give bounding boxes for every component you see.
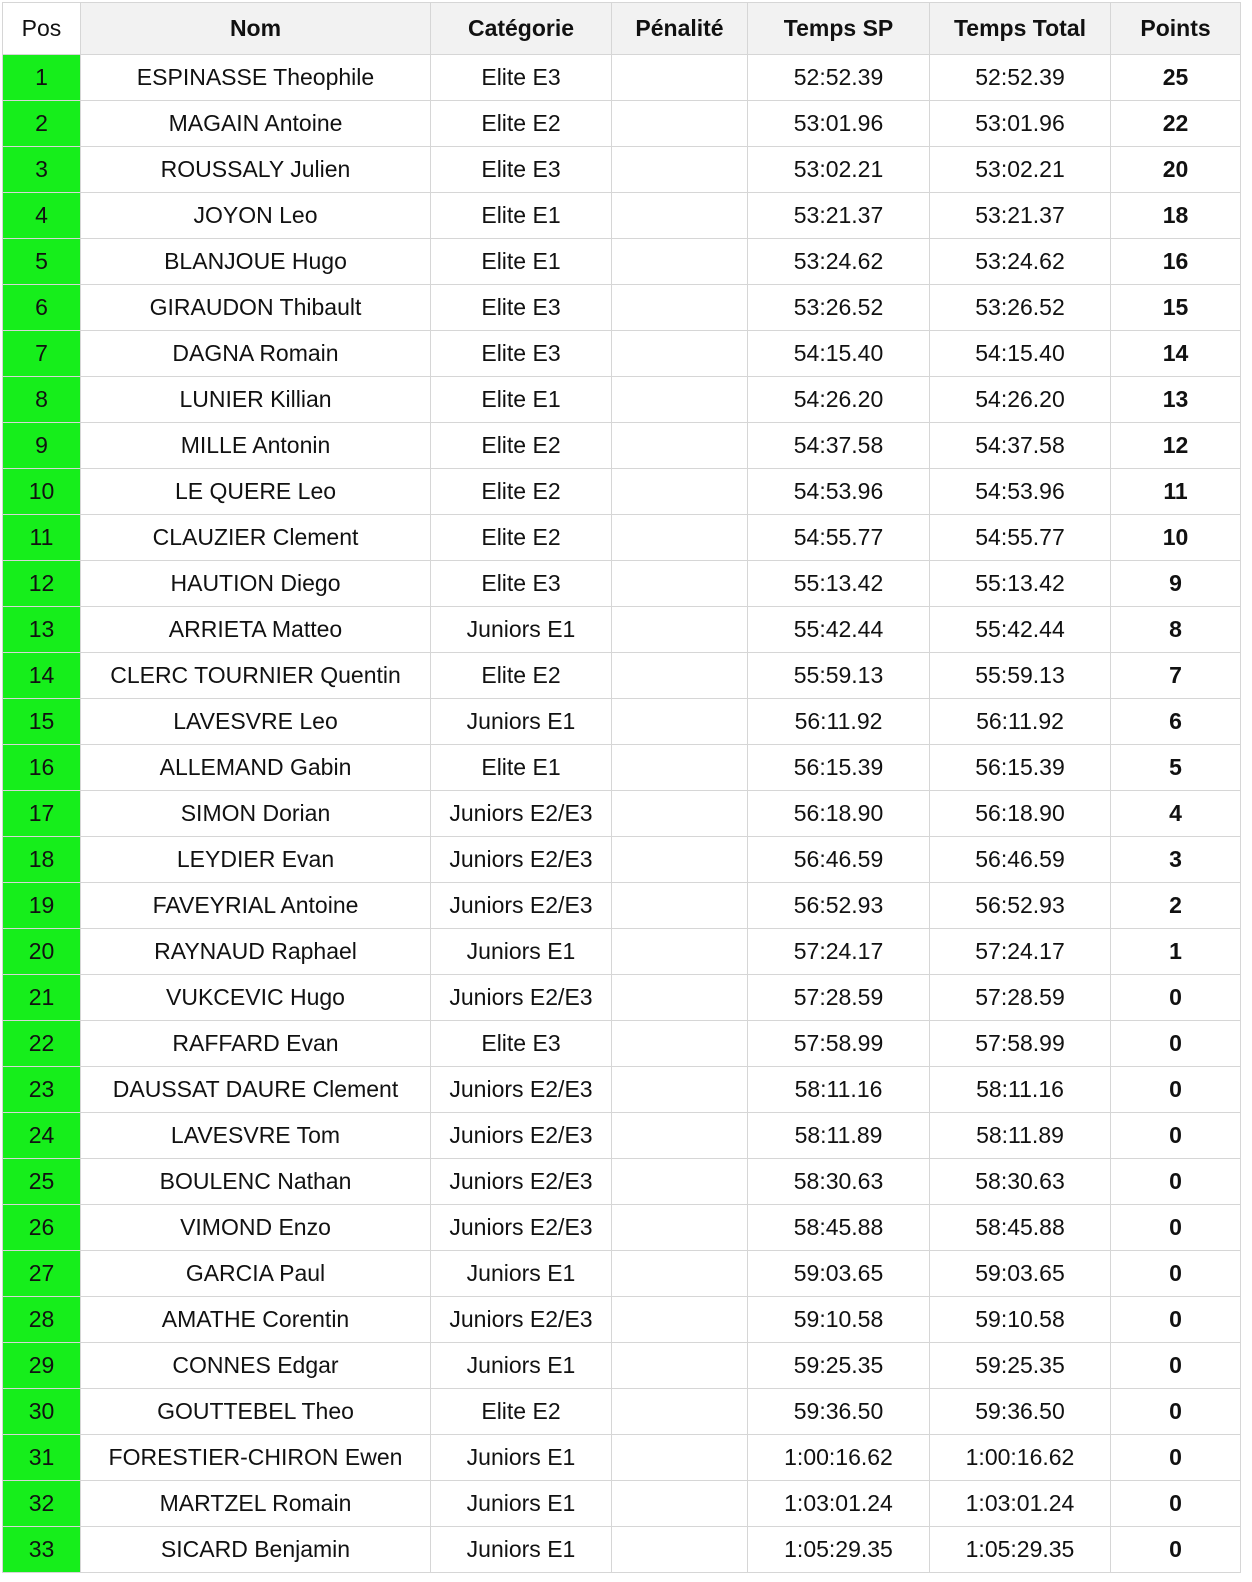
cell-penalite [612, 929, 748, 975]
cell-temps-sp: 55:59.13 [748, 653, 930, 699]
cell-pos: 30 [3, 1389, 81, 1435]
cell-categorie: Elite E3 [431, 1021, 612, 1067]
cell-pos: 16 [3, 745, 81, 791]
cell-nom: RAYNAUD Raphael [81, 929, 431, 975]
cell-temps-sp: 53:02.21 [748, 147, 930, 193]
cell-categorie: Juniors E2/E3 [431, 791, 612, 837]
cell-nom: ESPINASSE Theophile [81, 55, 431, 101]
cell-penalite [612, 561, 748, 607]
cell-temps-total: 58:45.88 [930, 1205, 1111, 1251]
cell-pos: 26 [3, 1205, 81, 1251]
header-nom[interactable]: Nom [81, 3, 431, 55]
cell-penalite [612, 745, 748, 791]
cell-categorie: Elite E1 [431, 377, 612, 423]
table-row [3, 745, 1241, 791]
cell-penalite [612, 1343, 748, 1389]
cell-temps-sp: 54:53.96 [748, 469, 930, 515]
header-categorie[interactable]: Catégorie [431, 3, 612, 55]
cell-pos: 32 [3, 1481, 81, 1527]
cell-categorie: Juniors E2/E3 [431, 883, 612, 929]
cell-temps-total: 53:26.52 [930, 285, 1111, 331]
cell-points: 9 [1111, 561, 1241, 607]
cell-nom: DAGNA Romain [81, 331, 431, 377]
cell-pos: 20 [3, 929, 81, 975]
cell-temps-total: 1:03:01.24 [930, 1481, 1111, 1527]
cell-nom: AMATHE Corentin [81, 1297, 431, 1343]
cell-categorie: Elite E3 [431, 285, 612, 331]
cell-points: 12 [1111, 423, 1241, 469]
cell-nom: BLANJOUE Hugo [81, 239, 431, 285]
cell-pos: 18 [3, 837, 81, 883]
cell-penalite [612, 423, 748, 469]
cell-pos: 14 [3, 653, 81, 699]
table-row [3, 1251, 1241, 1297]
cell-pos: 12 [3, 561, 81, 607]
cell-penalite [612, 653, 748, 699]
cell-temps-total: 1:05:29.35 [930, 1527, 1111, 1573]
cell-points: 0 [1111, 1389, 1241, 1435]
cell-nom: VIMOND Enzo [81, 1205, 431, 1251]
cell-pos: 1 [3, 55, 81, 101]
cell-points: 6 [1111, 699, 1241, 745]
cell-penalite [612, 193, 748, 239]
cell-nom: GOUTTEBEL Theo [81, 1389, 431, 1435]
cell-temps-sp: 52:52.39 [748, 55, 930, 101]
cell-temps-total: 53:24.62 [930, 239, 1111, 285]
cell-categorie: Juniors E1 [431, 929, 612, 975]
cell-pos: 33 [3, 1527, 81, 1573]
cell-temps-sp: 56:18.90 [748, 791, 930, 837]
cell-temps-total: 53:21.37 [930, 193, 1111, 239]
cell-temps-total: 56:18.90 [930, 791, 1111, 837]
table-row [3, 1343, 1241, 1389]
cell-temps-total: 58:11.16 [930, 1067, 1111, 1113]
cell-categorie: Juniors E2/E3 [431, 1205, 612, 1251]
table-row [3, 653, 1241, 699]
cell-temps-sp: 58:45.88 [748, 1205, 930, 1251]
cell-penalite [612, 607, 748, 653]
cell-nom: LEYDIER Evan [81, 837, 431, 883]
cell-penalite [612, 377, 748, 423]
table-row [3, 239, 1241, 285]
header-row [3, 3, 1241, 55]
cell-temps-total: 54:55.77 [930, 515, 1111, 561]
cell-categorie: Juniors E1 [431, 1343, 612, 1389]
table-row [3, 561, 1241, 607]
cell-pos: 2 [3, 101, 81, 147]
cell-categorie: Elite E2 [431, 469, 612, 515]
cell-temps-total: 56:15.39 [930, 745, 1111, 791]
cell-points: 25 [1111, 55, 1241, 101]
cell-pos: 19 [3, 883, 81, 929]
cell-temps-total: 59:03.65 [930, 1251, 1111, 1297]
table-row [3, 883, 1241, 929]
cell-points: 0 [1111, 1021, 1241, 1067]
cell-nom: MAGAIN Antoine [81, 101, 431, 147]
table-row [3, 55, 1241, 101]
cell-pos: 31 [3, 1435, 81, 1481]
cell-temps-total: 54:15.40 [930, 331, 1111, 377]
header-temps-sp[interactable]: Temps SP [748, 3, 930, 55]
cell-pos: 25 [3, 1159, 81, 1205]
cell-temps-sp: 57:28.59 [748, 975, 930, 1021]
table-row [3, 1205, 1241, 1251]
cell-temps-total: 57:28.59 [930, 975, 1111, 1021]
table-header [3, 3, 1241, 55]
cell-temps-total: 59:36.50 [930, 1389, 1111, 1435]
table-row [3, 607, 1241, 653]
header-temps-total[interactable]: Temps Total [930, 3, 1111, 55]
cell-categorie: Elite E2 [431, 423, 612, 469]
cell-temps-total: 57:24.17 [930, 929, 1111, 975]
table-row [3, 1435, 1241, 1481]
cell-temps-sp: 56:46.59 [748, 837, 930, 883]
table-row [3, 377, 1241, 423]
cell-temps-sp: 57:58.99 [748, 1021, 930, 1067]
cell-penalite [612, 515, 748, 561]
cell-nom: LAVESVRE Leo [81, 699, 431, 745]
cell-nom: ARRIETA Matteo [81, 607, 431, 653]
header-points[interactable]: Points [1111, 3, 1241, 55]
table-row [3, 791, 1241, 837]
cell-categorie: Juniors E2/E3 [431, 1159, 612, 1205]
cell-points: 14 [1111, 331, 1241, 377]
cell-temps-sp: 54:26.20 [748, 377, 930, 423]
cell-penalite [612, 101, 748, 147]
cell-temps-sp: 59:36.50 [748, 1389, 930, 1435]
cell-points: 13 [1111, 377, 1241, 423]
cell-categorie: Elite E3 [431, 561, 612, 607]
table-row [3, 1067, 1241, 1113]
cell-temps-total: 55:42.44 [930, 607, 1111, 653]
cell-temps-sp: 53:21.37 [748, 193, 930, 239]
cell-nom: GARCIA Paul [81, 1251, 431, 1297]
cell-penalite [612, 55, 748, 101]
cell-temps-sp: 1:03:01.24 [748, 1481, 930, 1527]
cell-temps-sp: 57:24.17 [748, 929, 930, 975]
cell-temps-total: 56:52.93 [930, 883, 1111, 929]
cell-categorie: Juniors E2/E3 [431, 1297, 612, 1343]
cell-temps-sp: 53:26.52 [748, 285, 930, 331]
cell-categorie: Juniors E1 [431, 699, 612, 745]
cell-categorie: Elite E2 [431, 653, 612, 699]
cell-temps-total: 55:13.42 [930, 561, 1111, 607]
cell-points: 0 [1111, 1297, 1241, 1343]
cell-penalite [612, 1067, 748, 1113]
cell-categorie: Juniors E1 [431, 1527, 612, 1573]
cell-temps-sp: 59:25.35 [748, 1343, 930, 1389]
header-penalite[interactable]: Pénalité [612, 3, 748, 55]
cell-points: 20 [1111, 147, 1241, 193]
cell-points: 0 [1111, 1481, 1241, 1527]
cell-points: 11 [1111, 469, 1241, 515]
cell-categorie: Elite E1 [431, 745, 612, 791]
cell-pos: 3 [3, 147, 81, 193]
cell-penalite [612, 791, 748, 837]
cell-points: 0 [1111, 1343, 1241, 1389]
cell-temps-total: 55:59.13 [930, 653, 1111, 699]
cell-penalite [612, 883, 748, 929]
cell-temps-sp: 54:15.40 [748, 331, 930, 377]
cell-temps-total: 59:10.58 [930, 1297, 1111, 1343]
cell-pos: 5 [3, 239, 81, 285]
table-body [3, 55, 1241, 1573]
table-row [3, 193, 1241, 239]
cell-nom: CONNES Edgar [81, 1343, 431, 1389]
cell-categorie: Elite E2 [431, 1389, 612, 1435]
cell-points: 0 [1111, 1205, 1241, 1251]
cell-pos: 17 [3, 791, 81, 837]
cell-temps-total: 1:00:16.62 [930, 1435, 1111, 1481]
cell-nom: LE QUERE Leo [81, 469, 431, 515]
cell-points: 8 [1111, 607, 1241, 653]
cell-temps-sp: 55:13.42 [748, 561, 930, 607]
cell-pos: 27 [3, 1251, 81, 1297]
cell-pos: 4 [3, 193, 81, 239]
cell-points: 5 [1111, 745, 1241, 791]
cell-points: 4 [1111, 791, 1241, 837]
cell-nom: ROUSSALY Julien [81, 147, 431, 193]
cell-categorie: Elite E1 [431, 193, 612, 239]
cell-temps-total: 54:53.96 [930, 469, 1111, 515]
cell-temps-sp: 1:00:16.62 [748, 1435, 930, 1481]
table-row [3, 1389, 1241, 1435]
cell-temps-sp: 56:52.93 [748, 883, 930, 929]
cell-points: 0 [1111, 975, 1241, 1021]
cell-points: 16 [1111, 239, 1241, 285]
cell-temps-total: 54:26.20 [930, 377, 1111, 423]
table-row [3, 423, 1241, 469]
cell-penalite [612, 699, 748, 745]
cell-nom: LUNIER Killian [81, 377, 431, 423]
table-row [3, 837, 1241, 883]
cell-penalite [612, 469, 748, 515]
cell-categorie: Elite E3 [431, 147, 612, 193]
cell-points: 0 [1111, 1113, 1241, 1159]
cell-nom: BOULENC Nathan [81, 1159, 431, 1205]
table-row [3, 1113, 1241, 1159]
cell-temps-sp: 54:37.58 [748, 423, 930, 469]
cell-nom: MILLE Antonin [81, 423, 431, 469]
cell-points: 3 [1111, 837, 1241, 883]
cell-temps-total: 52:52.39 [930, 55, 1111, 101]
cell-temps-sp: 56:11.92 [748, 699, 930, 745]
cell-pos: 28 [3, 1297, 81, 1343]
cell-temps-total: 53:02.21 [930, 147, 1111, 193]
cell-penalite [612, 837, 748, 883]
table-row [3, 515, 1241, 561]
cell-categorie: Elite E1 [431, 239, 612, 285]
cell-categorie: Elite E2 [431, 515, 612, 561]
cell-categorie: Juniors E1 [431, 1251, 612, 1297]
cell-temps-sp: 59:10.58 [748, 1297, 930, 1343]
cell-pos: 29 [3, 1343, 81, 1389]
cell-points: 0 [1111, 1527, 1241, 1573]
table-row [3, 699, 1241, 745]
cell-penalite [612, 1527, 748, 1573]
cell-categorie: Elite E2 [431, 101, 612, 147]
table-row [3, 929, 1241, 975]
cell-points: 10 [1111, 515, 1241, 561]
cell-nom: CLERC TOURNIER Quentin [81, 653, 431, 699]
table-row [3, 1297, 1241, 1343]
cell-temps-total: 56:11.92 [930, 699, 1111, 745]
cell-pos: 9 [3, 423, 81, 469]
cell-pos: 13 [3, 607, 81, 653]
cell-temps-total: 57:58.99 [930, 1021, 1111, 1067]
cell-penalite [612, 1481, 748, 1527]
cell-temps-total: 58:30.63 [930, 1159, 1111, 1205]
cell-nom: RAFFARD Evan [81, 1021, 431, 1067]
cell-penalite [612, 1435, 748, 1481]
cell-pos: 8 [3, 377, 81, 423]
table-row [3, 1527, 1241, 1573]
table-row [3, 1481, 1241, 1527]
cell-pos: 23 [3, 1067, 81, 1113]
cell-pos: 10 [3, 469, 81, 515]
cell-nom: SIMON Dorian [81, 791, 431, 837]
cell-points: 0 [1111, 1067, 1241, 1113]
cell-points: 22 [1111, 101, 1241, 147]
cell-penalite [612, 1389, 748, 1435]
cell-temps-sp: 59:03.65 [748, 1251, 930, 1297]
cell-temps-total: 53:01.96 [930, 101, 1111, 147]
cell-penalite [612, 147, 748, 193]
cell-categorie: Juniors E2/E3 [431, 975, 612, 1021]
cell-penalite [612, 1021, 748, 1067]
cell-pos: 6 [3, 285, 81, 331]
cell-points: 15 [1111, 285, 1241, 331]
cell-temps-sp: 53:24.62 [748, 239, 930, 285]
cell-categorie: Juniors E1 [431, 1435, 612, 1481]
cell-temps-sp: 56:15.39 [748, 745, 930, 791]
cell-penalite [612, 975, 748, 1021]
cell-points: 0 [1111, 1251, 1241, 1297]
cell-points: 2 [1111, 883, 1241, 929]
header-pos[interactable]: Pos [3, 3, 81, 55]
cell-categorie: Juniors E2/E3 [431, 837, 612, 883]
cell-temps-sp: 58:11.89 [748, 1113, 930, 1159]
cell-categorie: Juniors E2/E3 [431, 1113, 612, 1159]
cell-pos: 21 [3, 975, 81, 1021]
cell-penalite [612, 1205, 748, 1251]
cell-penalite [612, 331, 748, 377]
cell-nom: DAUSSAT DAURE Clement [81, 1067, 431, 1113]
cell-nom: FAVEYRIAL Antoine [81, 883, 431, 929]
cell-penalite [612, 1113, 748, 1159]
table-row [3, 147, 1241, 193]
cell-temps-total: 56:46.59 [930, 837, 1111, 883]
cell-nom: HAUTION Diego [81, 561, 431, 607]
cell-nom: MARTZEL Romain [81, 1481, 431, 1527]
table-row [3, 331, 1241, 377]
cell-points: 0 [1111, 1435, 1241, 1481]
cell-points: 1 [1111, 929, 1241, 975]
cell-categorie: Juniors E2/E3 [431, 1067, 612, 1113]
table-row [3, 1159, 1241, 1205]
cell-temps-total: 58:11.89 [930, 1113, 1111, 1159]
cell-pos: 22 [3, 1021, 81, 1067]
cell-temps-sp: 53:01.96 [748, 101, 930, 147]
table-row [3, 101, 1241, 147]
cell-categorie: Juniors E1 [431, 607, 612, 653]
cell-temps-sp: 54:55.77 [748, 515, 930, 561]
cell-pos: 11 [3, 515, 81, 561]
cell-temps-sp: 1:05:29.35 [748, 1527, 930, 1573]
cell-nom: LAVESVRE Tom [81, 1113, 431, 1159]
cell-pos: 24 [3, 1113, 81, 1159]
cell-penalite [612, 1297, 748, 1343]
cell-penalite [612, 1159, 748, 1205]
table-row [3, 285, 1241, 331]
cell-points: 0 [1111, 1159, 1241, 1205]
cell-nom: FORESTIER-CHIRON Ewen [81, 1435, 431, 1481]
cell-penalite [612, 1251, 748, 1297]
cell-temps-total: 54:37.58 [930, 423, 1111, 469]
cell-temps-total: 59:25.35 [930, 1343, 1111, 1389]
cell-nom: VUKCEVIC Hugo [81, 975, 431, 1021]
cell-nom: CLAUZIER Clement [81, 515, 431, 561]
cell-temps-sp: 58:11.16 [748, 1067, 930, 1113]
cell-nom: ALLEMAND Gabin [81, 745, 431, 791]
cell-points: 7 [1111, 653, 1241, 699]
results-table [2, 2, 1241, 1573]
table-row [3, 1021, 1241, 1067]
table-row [3, 469, 1241, 515]
cell-nom: JOYON Leo [81, 193, 431, 239]
cell-categorie: Elite E3 [431, 55, 612, 101]
cell-categorie: Elite E3 [431, 331, 612, 377]
cell-temps-sp: 58:30.63 [748, 1159, 930, 1205]
cell-pos: 7 [3, 331, 81, 377]
cell-nom: GIRAUDON Thibault [81, 285, 431, 331]
cell-points: 18 [1111, 193, 1241, 239]
cell-categorie: Juniors E1 [431, 1481, 612, 1527]
table-row [3, 975, 1241, 1021]
cell-penalite [612, 239, 748, 285]
cell-temps-sp: 55:42.44 [748, 607, 930, 653]
cell-penalite [612, 285, 748, 331]
cell-pos: 15 [3, 699, 81, 745]
cell-nom: SICARD Benjamin [81, 1527, 431, 1573]
